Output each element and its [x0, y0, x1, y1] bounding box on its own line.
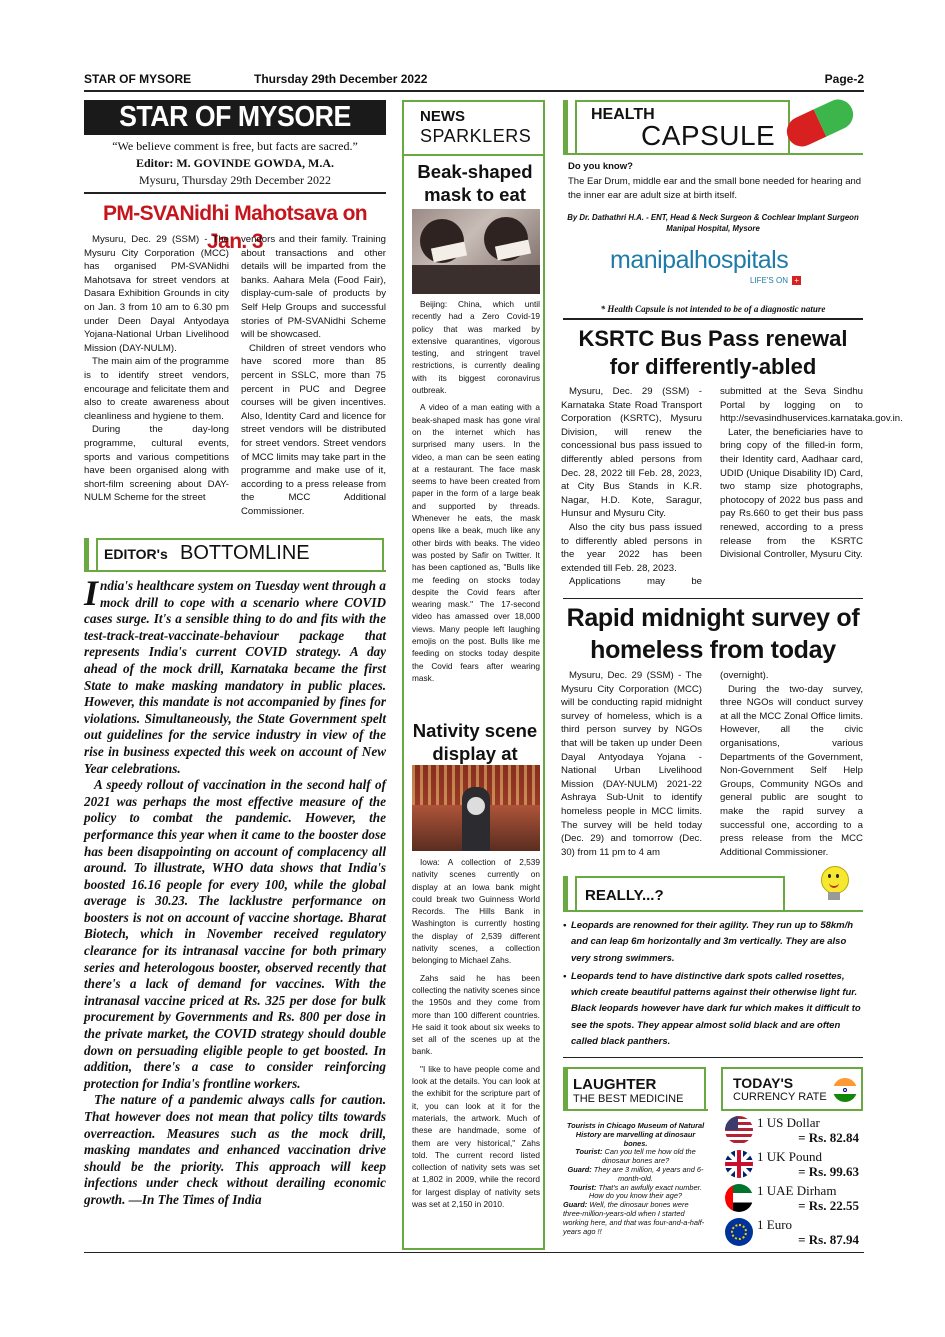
currency-rates	[721, 1114, 863, 1250]
laughter-line: Guard: They are 3 million, 4 years and 6-month-old.	[567, 1164, 704, 1183]
nativity-headline: Nativity scene display at	[412, 720, 538, 764]
ksrtc-headline: KSRTC Bus Pass renewal for differently-abled	[578, 326, 848, 379]
health-byline	[563, 212, 863, 234]
uk-flag-icon	[725, 1150, 753, 1178]
footer-rule	[84, 1252, 864, 1253]
ksrtc-paragraph: Mysuru, Dec. 29 (SSM) - Karnataka State Road Transport Corporation (KSRTC), Mysuru Division, will renew the concessional bus pass issued to differently abled persons from Dec. 28, 2022 till Feb. 28, 2023, at City Bus Stands in K.R. Nagar, H.D. Kote, Saragur, Hunsur and Mysuru City.	[561, 386, 702, 520]
rate-name: 1 UAE Dirham	[757, 1183, 837, 1198]
really-rule	[563, 1057, 863, 1058]
ksrtc-rule	[563, 598, 863, 599]
really-label: REALLY...?	[585, 887, 664, 904]
ksrtc-paragraph: submitted at the Seva Sindhu Portal by logging on to http://sevasindhuservices.karnataka.gov.in.	[720, 386, 903, 425]
really-label-bar	[563, 876, 568, 910]
rate-value: = Rs. 99.63	[798, 1164, 859, 1179]
laughter-line: Tourist: That's an awfully exact number. How do you know their age?	[569, 1182, 702, 1201]
photo-beard	[467, 797, 485, 815]
manipal-tag-text: LIFE'S ON	[750, 276, 788, 285]
rate-row-eur	[721, 1216, 863, 1250]
manipal-logo: manipalhospitals	[610, 246, 789, 274]
rate-row-aed	[721, 1182, 863, 1216]
masthead-banner	[84, 100, 386, 135]
india-flag-icon	[833, 1078, 857, 1102]
pm-paragraph: The main aim of the programme is to identify street vendors, encourage and felicitate them and also to create awareness about cleanliness and hygiene to them.	[84, 356, 229, 422]
rate-name: 1 UK Pound	[757, 1149, 823, 1164]
currency-label-box	[721, 1067, 863, 1111]
laughter-label: LAUGHTER	[573, 1076, 657, 1093]
pm-paragraph: vendors and their family. Training about transactions and other details will be imparted from the banks. Aahara Mela (Food Fair), display-cum-sale of products by Self Help Groups and successful stories of PM-SVANidhi Scheme will be showcased.	[241, 234, 386, 341]
capsule-label: CAPSULE	[641, 120, 776, 151]
editorial-drop-cap: I	[84, 573, 99, 613]
editorial-body	[84, 573, 386, 1209]
page-header	[84, 72, 864, 88]
rate-value: = Rs. 87.94	[798, 1232, 859, 1247]
ksrtc-column-2	[720, 385, 903, 562]
news-label: NEWS	[420, 108, 465, 125]
beak-mask-photo	[412, 209, 540, 294]
rate-name: 1 US Dollar	[757, 1115, 820, 1130]
nativity-photo	[412, 765, 540, 851]
health-question: Do you know?	[568, 161, 633, 172]
masthead-motto: “We believe comment is free, but facts are sacred.”	[112, 139, 358, 153]
homeless-paragraph: During the two-day survey, three NGOs will conduct survey at all the MCC Zonal Office limits. However, all the civic organisations, various Departments of the Government, Non-Government Self Help Groups, Community NGOs and general public are sought to make the rapid survey a successful one, according to a press release from the MCC Additional Commissioner.	[720, 683, 863, 858]
health-author: By Dr. Dathathri H.A. - ENT, Head & Neck Surgeon & Cochlear Implant Surgeon	[567, 213, 859, 222]
nativity-body	[412, 856, 540, 1210]
beak-mask-headline: Beak-shaped mask to eat	[417, 161, 533, 205]
really-item: • Leopards tend to have distinctive dark spots called rosettes, which create beautiful patterns against their otherwise light fur. Black leopards however have dark fur which makes it difficult to see the spots. They appear almost solid black and are often called black panthers.	[563, 970, 861, 1048]
header-rule	[84, 90, 864, 92]
editorial-label-bar	[84, 538, 89, 570]
bullet-icon: •	[563, 970, 567, 982]
homeless-paragraph: (overnight).	[720, 670, 769, 681]
rate-row-usd	[721, 1114, 863, 1148]
pm-headline: PM-SVANidhi Mahotsava on Jan. 3	[102, 202, 368, 253]
homeless-column-1	[561, 669, 702, 859]
nativity-paragraph: Iowa: A collection of 2,539 nativity scenes currently on display at an Iowa bank might could break two Guinness World Records. The Hills Bank in Washington is currently hosting the display of 2,539 different nativity scenes, a collection belonging to Michael Zahs.	[412, 857, 540, 966]
nativity-paragraph: "I like to have people come and look at the details. You can look at the exhibit for the scripture part of it, you can look at it for the materials, the artwork. Much of these are handmade, some of them are very historical," Zahs told. The current record listed collection of nativity sets was set at 1,802 in 2009, while the record for largest display of nativity sets was set at 2,150 in 2010.	[412, 1063, 540, 1210]
laughter-label-box	[563, 1067, 708, 1111]
editorial-label-bold: EDITOR's	[104, 546, 168, 562]
editorial-paragraph: A speedy rollout of vaccination in the second half of 2021 was perhaps the most effective measure of the policy to combat the pandemic. However, the performance this year when it came to the booster dose has been disappointing on account of complacency all around. To illustrate, WHO data shows that India's boosted 16.16 people for every 100, while the global average is 30.23. The lacklustre performance on boosters is not on account of vaccine shortage. Bharat Biotech, which in November received regulatory clearance for its intranasal vaccine for both primary series and heterologous booster, observed recently that there's a lack of demand for vaccines. With the intranasal vaccine priced at Rs. 325 per dose for bulk procurement by Governments and Rs. 800 per dose in the private market, the COVID strategy should double down on persuading eligible people to get boosted. In addition, there's a case to consider reinforcing protection for India's frontline workers.	[84, 777, 386, 1091]
laughter-line: Tourist: Can you tell me how old the dinosaur bones are?	[575, 1147, 696, 1166]
masthead-info	[84, 138, 386, 189]
nativity-paragraph: Zahs said he has been collecting the nativity scenes since the 1950s and they come from more than 100 different countries. He said it took about six weeks to set all of the scenes up at the bank.	[412, 972, 540, 1057]
really-label-box	[563, 876, 863, 912]
news-sparklers-label	[404, 102, 543, 156]
homeless-paragraph: Mysuru, Dec. 29 (SSM) - The Mysuru City Corporation (MCC) will be conducting rapid midnight survey of homeless, which is a third person survey by NGOs that will be taken up under Deen Dayal Antyodaya Yojana - National Urban Livelihood Mission (DAY-NULM) 2021-22 Ashraya Sub-Unit to identify homeless people in MCC limits. The survey will be held today (Dec. 29) and tomorrow (Dec. 30) from 11 pm to 4 am	[561, 670, 702, 858]
masthead-dateline: Mysuru, Thursday 29th December 2022	[138, 173, 332, 187]
masthead-editor: Editor: M. GOVINDE GOWDA, M.A.	[136, 156, 334, 170]
header-paper-name: STAR OF MYSORE	[84, 72, 192, 86]
laughter-sublabel: THE BEST MEDICINE	[573, 1093, 684, 1105]
pm-paragraph: Children of street vendors who have scored more than 85 percent in SSLC, more than 75 percent in PUC and Degree courses will be given incentives. Also, Identity Card and licence for street vendors will be distributed for street vendors. Street vendors of MCC limits may take part in the programme and make use of it, according to a press release from the MCC Additional Commissioner.	[241, 342, 386, 517]
ksrtc-paragraph: Also the city bus pass issued to differently abled persons in the year 2022 has been extended till Feb. 28, 2023.	[561, 521, 702, 574]
header-page-number: Page-2	[824, 72, 864, 86]
ksrtc-paragraph: Applications may be	[569, 576, 702, 588]
uae-flag-icon	[725, 1184, 753, 1212]
sparklers-label: SPARKLERS	[420, 126, 532, 146]
health-body: The Ear Drum, middle ear and the small bone needed for hearing and the inner ear are adult size at birth itself.	[568, 176, 862, 201]
editorial-paragraph: The nature of a pandemic always calls for caution. That however does not mean that policy tilts towards overreaction. Measures such as the mock drill, masking mandates and enhanced vaccination drive should be the priority. This approach will keep infections under check without derailing economic growth. —In The Times of India	[84, 1092, 386, 1207]
ksrtc-column-1	[561, 385, 702, 589]
ksrtc-paragraph: Later, the beneficiaries have to bring copy of the filled-in form, their Identity card, Aadhaar card, UDID (Unique Disability ID) Card, two stamp size photographs, photocopy of 2022 bus pass and pay Rs.660 to get their bus pass renewed, according to a press release from the KSRTC Divisional Controller, Mysuru City.	[720, 426, 863, 561]
really-item: • Leopards are renowned for their agility. They run up to 58km/h and can leap 6m horizontally and 3m vertically. They are also very strong swimmers.	[563, 920, 854, 964]
beak-mask-body	[412, 298, 540, 684]
health-rule	[563, 318, 863, 320]
plus-icon: +	[792, 276, 801, 285]
header-date: Thursday 29th December 2022	[254, 72, 428, 86]
bullet-icon: •	[563, 920, 567, 931]
masthead-rule	[84, 192, 386, 194]
health-hospital: Manipal Hospital, Mysore	[666, 224, 760, 233]
currency-label: TODAY'S	[733, 1075, 794, 1091]
rate-name: 1 Euro	[757, 1217, 793, 1232]
editorial-label-box	[84, 538, 386, 572]
currency-sublabel: CURRENCY RATE	[733, 1091, 827, 1103]
beak-mask-paragraph: A video of a man eating with a beak-shaped mask has gone viral on the internet which has surprised many users. In the video, a man can be seen eating at a restaurant. The face mask seems to have been created from paper in the form of a large beak and supported by threads. Whenever he eats, the mask opens like a beak, much like any other birds with beaks. The video was posted by Safir on Twitter. It has been captioned as, "Bulls like me feeding on stocks today despite the Covid fears after wearing mask." The 17-second video has amassed over 18,000 views. Many people left laughing emojis on the post. Bulls like me feeding on stocks today despite the Covid fears after wearing mask.	[412, 402, 540, 683]
laughter-line: Guard: Well, the dinosaur bones were three-million-years-old when I started working here, and that was four-and-a-half-years ago !!	[563, 1200, 705, 1236]
us-flag-icon	[725, 1116, 753, 1144]
pm-column-2	[241, 233, 386, 518]
editorial-label-plain: BOTTOMLINE	[180, 542, 310, 564]
laughter-intro: Tourists in Chicago Museum of Natural History are marvelling at dinosaur bones.	[566, 1121, 705, 1148]
homeless-headline: Rapid midnight survey of homeless from today	[566, 604, 860, 664]
pm-column-1	[84, 233, 229, 505]
lightbulb-icon	[817, 866, 851, 904]
masthead-title: STAR OF MYSORE	[119, 101, 351, 133]
health-label: HEALTH	[591, 106, 655, 123]
eu-flag-icon	[725, 1218, 753, 1246]
rate-row-gbp	[721, 1148, 863, 1182]
rate-value: = Rs. 22.55	[798, 1198, 859, 1213]
capsule-pill-icon	[782, 95, 858, 152]
editorial-paragraph: India's healthcare system on Tuesday went through a mock drill to cope with a scenario where COVID cases surge. It's a sensible thing to do and fits with the test-track-treat-vaccinate-behaviour package that represents India's current COVID strategy. A day ahead of the mock drill, Karnataka became the first State to make masking mandatory in public places. However, this mandate is not accompanied by fines for violations. Simultaneously, the State Government spelt out guidelines for the service industry in view of the rise in business expected this week on account of New Year celebrations.	[84, 573, 386, 776]
health-capsule-label	[563, 100, 863, 155]
really-list	[563, 918, 863, 1050]
homeless-column-2	[720, 669, 863, 859]
health-disclaimer: * Health Capsule is not intended to be of a diagnostic nature	[600, 304, 826, 314]
health-label-bar	[563, 100, 568, 153]
beak-mask-paragraph: Beijing: China, which until recently had a Zero Covid-19 policy that was marked by extensive quarantines, vigorous testing, and stringent travel restrictions, is currently dealing with its biggest coronavirus outbreak.	[412, 299, 540, 396]
manipal-tagline	[750, 276, 801, 285]
laughter-body	[563, 1122, 708, 1236]
photo-body	[412, 265, 540, 294]
rate-value: = Rs. 82.84	[798, 1130, 859, 1145]
pm-paragraph: Mysuru, Dec. 29 (SSM) - The Mysuru City Corporation (MCC) has organised PM-SVANidhi Mahotsava for street vendors at Dasara Exhibition Grounds in city on Jan. 3 from 10 am to 6.30 pm under Deen Dayal Antyodaya Yojana-National Urban Livelihood Mission (DAY-NULM).	[84, 234, 229, 354]
pm-paragraph: During the day-long programme, cultural events, sports and various competitions have been organised along with short-film screening about DAY-NULM Scheme for the street	[84, 424, 229, 504]
